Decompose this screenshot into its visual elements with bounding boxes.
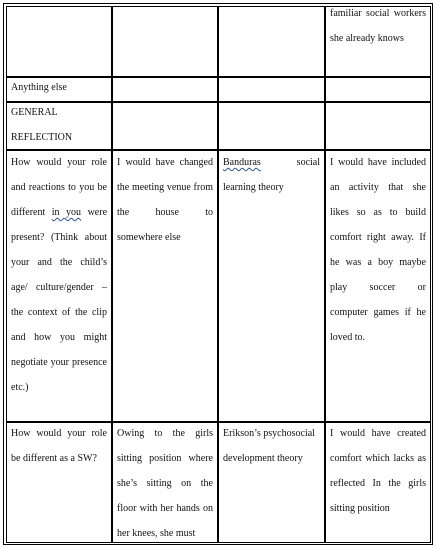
question-underlined-text: in you [51,207,82,218]
row5-col3 [218,422,325,543]
row3-col3 [218,102,325,150]
continued-text: familiar social workers she already knows [330,8,426,44]
row2-col3 [218,77,325,102]
row1-col3 [218,6,325,77]
role-reactions-question [11,150,107,400]
row2-col2 [112,77,218,102]
row1-col2 [112,6,218,77]
venue-answer: I would have changed the meeting venue from the house to somewhere else [117,157,213,243]
theory-answer [223,150,320,200]
question-text-part2: were present? (Think about your and the child’s age/ culture/gender – the context of the clip and how you might negotiate your presence etc.) [11,207,108,393]
row5-col4 [325,422,431,543]
row2-col4 [325,77,431,102]
row4-col4 [325,150,431,422]
reflection-label: REFLECTION [11,132,73,143]
erikson-answer: Erikson’s psychosocial development theory [223,428,315,464]
activity-answer: I would have included an activity that she likes so as to build comfort right away. If he was a boy maybe play soccer or computer games if he loved to. [330,157,426,343]
role-sw-question: How would your role be different as a SW? [11,428,107,464]
theory-rest-text: social learning theory [223,157,320,193]
row1-col1 [6,6,112,77]
row4-col2 [112,150,218,422]
row2-col1 [6,77,112,102]
anything-else-label: Anything else [11,82,67,93]
row4-col1 [6,150,112,422]
row3-col1 [6,102,112,150]
row4-col3 [218,150,325,422]
comfort-answer: I would have created comfort which lacks as reflected In the girls sitting position [330,428,426,514]
banduras-text: Banduras [223,157,261,168]
question-text-part1: How would your role and reactions to you be different [11,157,107,218]
row3-col2 [112,102,218,150]
row3-col4 [325,102,431,150]
general-label: GENERAL [11,107,58,118]
row5-col1 [6,422,112,543]
sitting-position-answer: Owing to the girls sitting position where she’s sitting on the floor with her hands on her knees, she must [117,428,213,539]
row5-col2 [112,422,218,543]
row1-col4 [325,6,431,77]
